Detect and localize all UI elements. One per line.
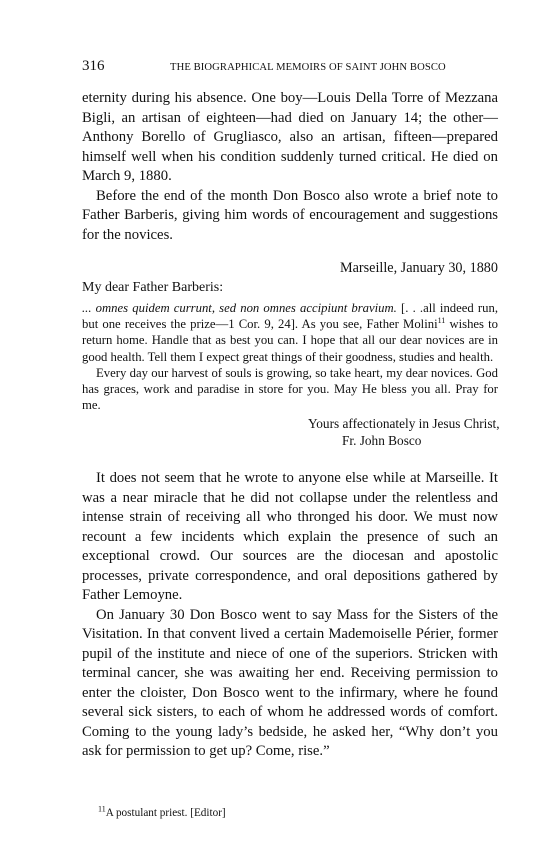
page-header (82, 58, 498, 75)
letter-dateline: Marseille, January 30, 1880 (340, 260, 498, 276)
paragraph-intro-2: Before the end of the month Don Bosco also wrote a brief note to Father Barberis, giving him words of encouragement and suggestions for the novices. (82, 187, 498, 243)
running-head: THE BIOGRAPHICAL MEMOIRS OF SAINT JOHN BOSCO (170, 62, 446, 73)
letter-paragraph-1-text-b: wishes to return home. Handle that as best you can. I hope that all our dear novices are in good health. Tell them I expect great things of their goodness, studies and health. (82, 317, 498, 364)
letter-block (82, 259, 498, 449)
paragraph-intro-1: eternity during his absence. One boy—Louis Della Torre of Mezzana Bigli, an artisan of eighteen—had died on January 14; the other—Anthony Borello of Grugliasco, also an artisan, fifteen—prepared himself well when his condition suddenly turned critical. He died on March 9, 1880. (82, 90, 498, 184)
footnote (98, 804, 226, 819)
paragraph-body-1: It does not seem that he wrote to anyone else while at Marseille. It was a near miracle that he did not collapse under the relentless and intense strain of receiving all who thronged his door. We must now recount a few incidents which explain the presence of such an exceptional crowd. Our sources are the diocesan and apostolic processes, private correspondence, and oral depositions gathered by Father Lemoyne. (82, 470, 498, 604)
letter-closing-line: Yours affectionately in Jesus Christ, (308, 416, 500, 432)
page-number: 316 (82, 58, 105, 74)
footnote-text: A postulant priest. [Editor] (105, 807, 226, 819)
letter-closing (82, 415, 498, 449)
letter-paragraph-1-text-a: [. . .all indeed run, but one receives the prize—1 Cor. 9, 24]. As you see, Father Molini (82, 301, 498, 332)
letter-paragraph-2: Every day our harvest of souls is growing, so take heart, my dear novices. God has graces, work and paradise in store for you. May He bless you all. Pray for me. (82, 365, 498, 413)
latin-quote: ... omnes quidem currunt, sed non omnes accipiunt bravium. (82, 301, 397, 315)
footnote-reference: 11 (437, 315, 446, 325)
letter-salutation: My dear Father Barberis: (82, 280, 224, 295)
book-page (82, 58, 498, 762)
letter-paragraph-1 (82, 300, 498, 365)
letter-signature: Fr. John Bosco (342, 433, 422, 449)
narrative-block (82, 469, 498, 762)
paragraph-body-2: On January 30 Don Bosco went to say Mass for the Sisters of the Visitation. In that convent lived a certain Mademoiselle Périer, former pupil of the institute and niece of one of the superiors. Stricken with terminal cancer, she was awaiting her end. Receiving permission to enter the cloister, Don Bosco went to the infirmary, where he found several sick sisters, to each of whom he addressed words of comfort. Coming to the young lady’s bedside, he asked her, “Why don’t you ask for permission to get up? Come, rise.” (82, 606, 498, 760)
footnote-marker: 11 (98, 804, 106, 814)
